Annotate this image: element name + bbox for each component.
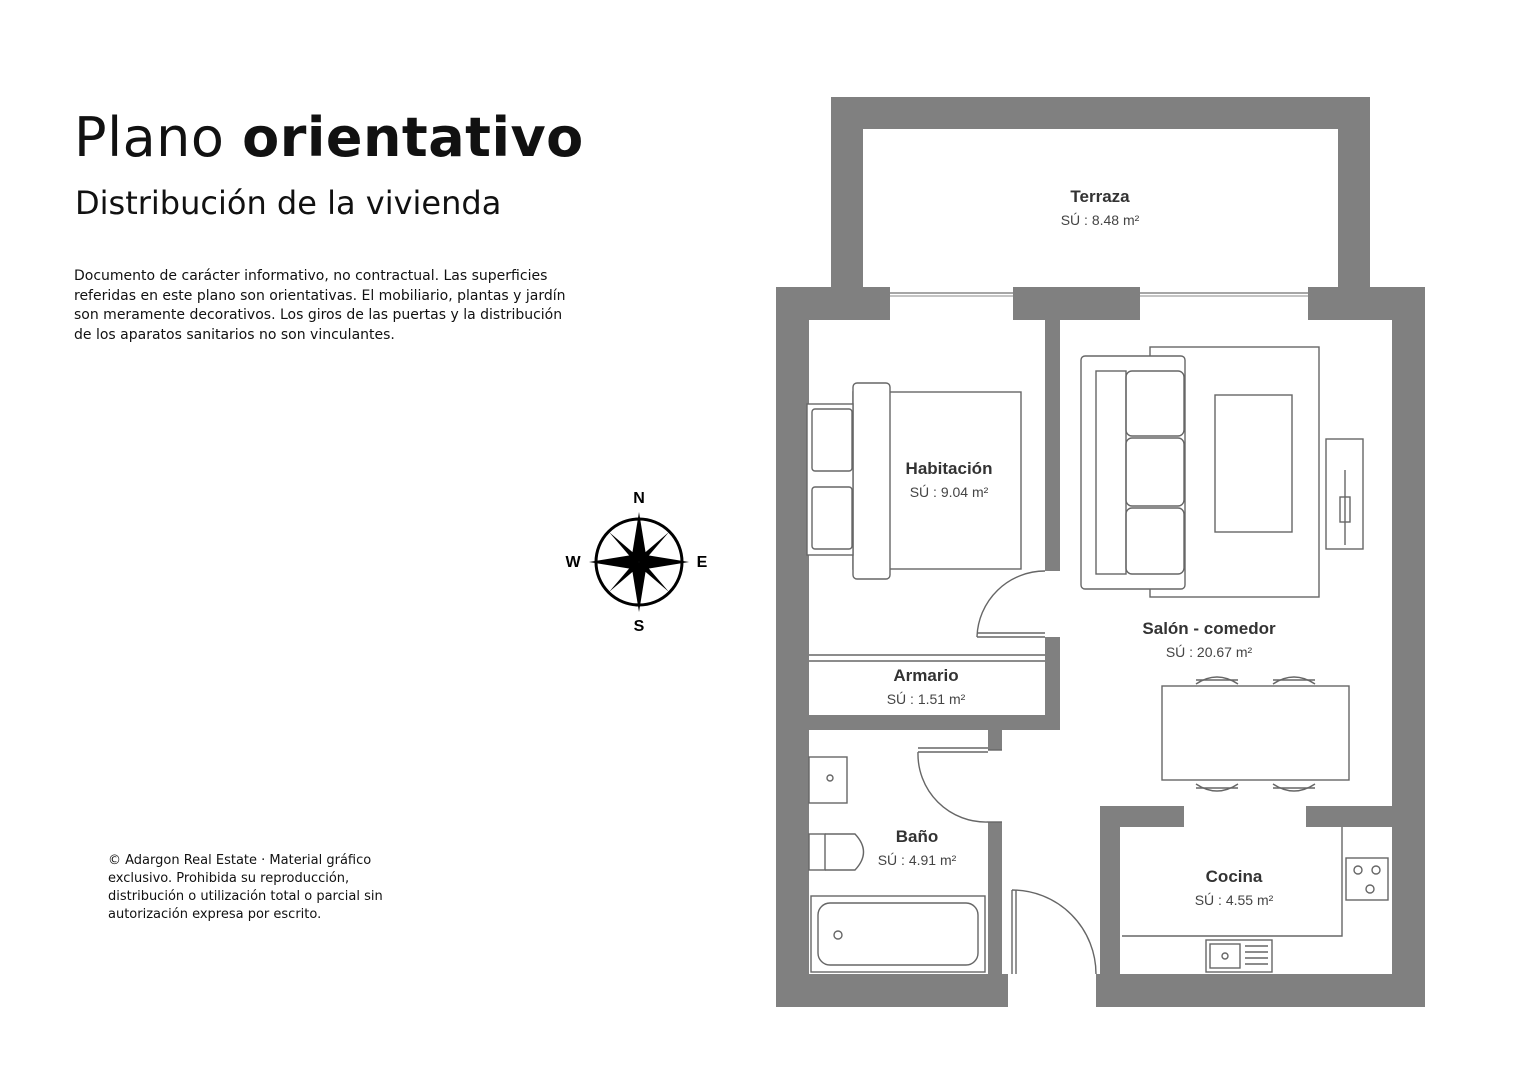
tv-icon	[1326, 439, 1363, 549]
room-name-cocina: Cocina	[1205, 867, 1263, 886]
toilet-icon	[809, 834, 864, 870]
disclaimer-text: Documento de carácter informativo, no contractual. Las superficies referidas en este plano son orientativas. El mobiliario, plantas y jardín son meramente decorativos. Los giros de las puertas y la distribución de los aparatos sanitarios no son vinculantes.	[74, 268, 566, 343]
room-area-terraza: SÚ : 8.48 m²	[1060, 212, 1140, 228]
room-area-armario: SÚ : 1.51 m²	[886, 691, 966, 707]
bedroom-door-icon	[977, 571, 1045, 637]
compass-west: W	[565, 554, 581, 571]
room-area-cocina: SÚ : 4.55 m²	[1194, 892, 1274, 908]
room-name-armario: Armario	[893, 666, 959, 685]
title-light: Plano	[74, 106, 225, 169]
room-name-habitacion: Habitación	[905, 459, 993, 478]
room-name-bano: Baño	[895, 827, 939, 846]
room-name-terraza: Terraza	[1070, 187, 1130, 206]
room-area-bano: SÚ : 4.91 m²	[877, 852, 957, 868]
copyright-text: © Adargon Real Estate · Material gráfico exclusivo. Prohibida su reproducción, distribución o utilización total o parcial sin autorización expresa por escrito.	[108, 853, 383, 922]
room-area-habitacion: SÚ : 9.04 m²	[909, 484, 989, 500]
wardrobe-icon	[809, 655, 1045, 661]
compass-north: N	[633, 490, 645, 507]
room-name-salon: Salón - comedor	[1142, 619, 1276, 638]
dining-table-icon	[1162, 677, 1349, 791]
compass-east: E	[696, 554, 708, 571]
bathtub-icon	[811, 896, 985, 972]
bed-icon	[807, 383, 1021, 579]
bathroom-door-icon	[918, 748, 1002, 822]
sofa-icon	[1081, 347, 1319, 597]
title-bold: orientativo	[242, 106, 584, 169]
page-subtitle: Distribución de la vivienda	[75, 184, 502, 222]
kitchen-sink-icon	[1206, 940, 1272, 972]
sink-icon	[809, 757, 847, 803]
room-area-salon: SÚ : 20.67 m²	[1165, 644, 1253, 660]
compass-south: S	[633, 618, 645, 635]
entrance-door-icon	[1012, 890, 1096, 974]
